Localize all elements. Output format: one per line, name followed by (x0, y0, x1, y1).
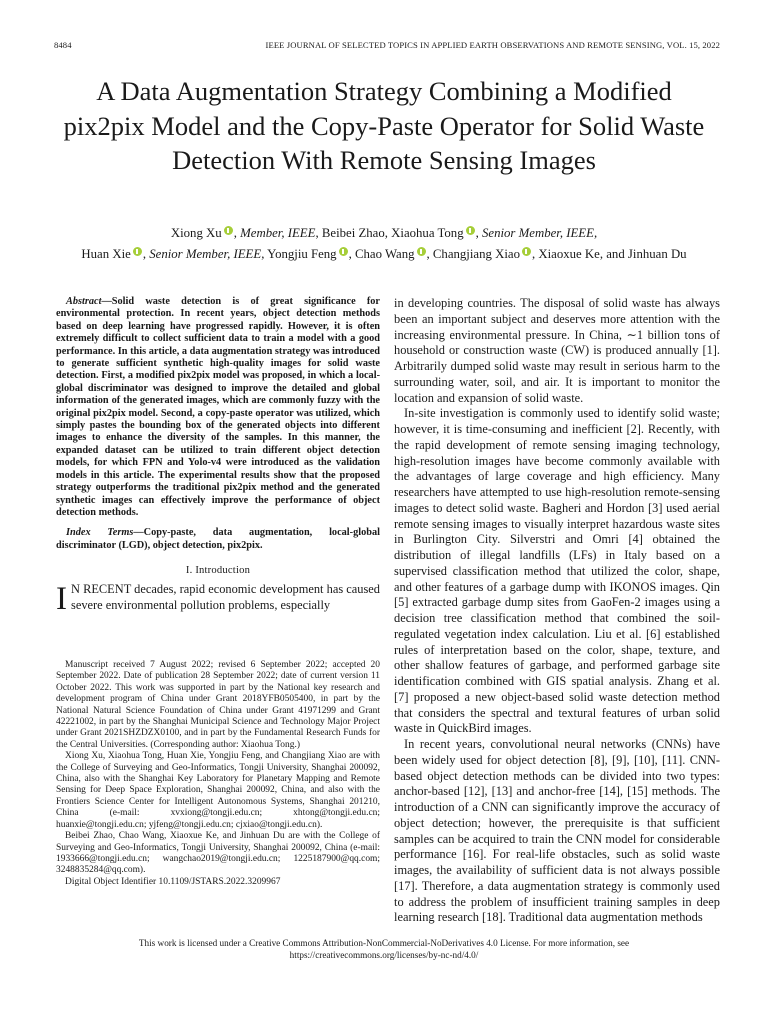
drop-cap: I (56, 581, 67, 618)
journal-name: IEEE JOURNAL OF SELECTED TOPICS IN APPLIED EARTH OBSERVATIONS AND REMOTE SENSING, VOL. 15, 2022 (265, 40, 720, 50)
orcid-icon[interactable] (224, 226, 233, 235)
author-name: , Xiaoxue Ke, and Jinhuan Du (531, 246, 687, 261)
intro-paragraph (56, 581, 380, 618)
intro-text: N RECENT decades, rapid economic development has caused severe environmental pollution problems, especially (71, 582, 380, 612)
license-footer (60, 938, 708, 961)
author-role: Member, IEEE (240, 226, 316, 240)
body-paragraph: in developing countries. The disposal of solid waste has always been an important subject and deserves more attention with the increasing environmental pressure. In China, ∼1 billion tons of household or construction waste (CW) is produced annually [1]. Arbitrarily dumped solid waste may result in serious harm to the surrounding water, soil, and air. It is important to monitor the location and expansion of solid waste. (394, 296, 720, 405)
author-name: Huan Xie (81, 246, 131, 261)
author-name: , Chao Wang (348, 246, 415, 261)
paper-title: A Data Augmentation Strategy Combining a Modified pix2pix Model and the Copy-Paste Operator for Solid Waste Detection With Remote Sensing Images (63, 76, 705, 175)
left-column (56, 296, 380, 618)
author-name: Beibei Zhao, Xiaohua Tong (321, 226, 464, 240)
abstract-text: —Solid waste detection is of great significance for environmental protection. In recent years, object detection methods based on deep learning have progressed rapidly. However, it is often extremely difficult to collect sufficient data to train a model with a good performance. In this article, a data augmentation strategy was introduced to generate sufficient synthetic high-quality images for solid waste detection. First, a modified pix2pix model was proposed, in which a local-global discriminator was designed to improve the detailed and global information of the generated images, which are commonly fuzzy with the original pix2pix model. Second, a copy-paste operator was utilized, which simply pastes the bounding box of the generated objects into different images to enhance the diversity of the samples. In this manner, the expanded dataset can be utilized to train different object detection models, for which FPN and Yolo-v4 were introduced as the validation models in this article. The experimental results show that the proposed strategy outperforms the traditional pix2pix method and the generated synthetic images can effectively improve the performance of object detection methods. (56, 296, 380, 518)
footnote-affiliation-2: Beibei Zhao, Chao Wang, Xiaoxue Ke, and Jinhuan Du are with the College of Surveying and Geo-Informatics, Tongji University, Shanghai 200092, China (e-mail: 1933666@tongji.edu.cn; wangchao2019@tongji.edu.cn; 1225187900@qq.com; 3248835284@qq.com). (56, 831, 380, 876)
license-link[interactable]: https://creativecommons.org/licenses/by-nc-nd/4.0/ (289, 949, 479, 960)
author-list: Xiong Xu , Member, IEEE, Beibei Zhao, Xiaohua Tong , Senior Member, IEEE, Huan Xie , Senior Member, IEEE, Yongjiu Feng , Chao Wang , Changjiang Xiao , Xiaoxue Ke, and Jinhuan Du (81, 226, 687, 261)
abstract (56, 296, 380, 519)
license-text: This work is licensed under a Creative Commons Attribution-NonCommercial-NoDerivatives 4.0 License. For more information, see (138, 938, 630, 948)
author-role: Senior Member, IEEE, (482, 226, 598, 240)
body-paragraph: In-site investigation is commonly used to identify solid waste; however, it is time-consuming and inefficient [2]. Recently, with the rapid development of remote sensing imaging technology, high-resolution images have become commonly available with the advantages of large coverage and high efficiency. Many researchers have attempted to use high-resolution remote-sensing images to detect solid waste. Bagheri and Hordon [3] used aerial remote sensing images to visually interpret hazardous waste sites in Burlington City. Silverstri and Omri [4] obtained the distribution of illegal landfills (LFs) in Italy based on a supervised classification method that utilized the color, shape, and other features of a garbage dump with IKONOS images. Qin [5] extracted garbage dump sites from GaoFen-2 images using a decision tree classification method that combined the soil-regulated vegetation index calculation. Liu et al. [6] established rules of interpretation based on the color, shape, texture, and other shallow features of garbage, and performed garbage site identification combined with GIS spatial analysis. Zhang et al. [7] proposed a new object-based solid waste detection method that considers the spectral and textural features of urban solid waste in QuickBird images. (394, 406, 720, 736)
right-column (394, 296, 720, 926)
orcid-icon[interactable] (339, 247, 348, 256)
orcid-icon[interactable] (417, 247, 426, 256)
index-terms (56, 527, 380, 552)
index-terms-label: Index Terms (66, 527, 134, 539)
author-name: , Yongjiu Feng (261, 246, 337, 261)
footnote-doi: Digital Object Identifier 10.1109/JSTARS.2022.3209967 (65, 876, 281, 887)
orcid-icon[interactable] (466, 226, 475, 235)
section-heading: I. Introduction (185, 565, 251, 577)
orcid-icon[interactable] (133, 247, 142, 256)
running-header (54, 40, 720, 54)
footnotes (56, 660, 380, 888)
author-name: Xiong Xu (170, 226, 222, 240)
footnote-affiliation-1: Xiong Xu, Xiaohua Tong, Huan Xie, Yongjiu Feng, and Changjiang Xiao are with the College of Surveying and Geo-Informatics, Tongji University, Shanghai 200092, China, also with the Shanghai Key Laboratory for Planetary Mapping and Remote Sensing for Deep Space Exploration, Shanghai 200092, China, and also with the Frontiers Science Center for Intelligent Autonomous Systems, Shanghai 201210, China (e-mail: xvxiong@tongji.edu.cn; xhtong@tongji.edu.cn; huanxie@tongji.edu.cn; yjfeng@tongji.edu.cn; cjxiao@tongji.edu.cn). (56, 751, 380, 830)
page-number: 8484 (54, 40, 72, 50)
body-paragraph: In recent years, convolutional neural networks (CNNs) have been widely used for object detection [8], [9], [10], [11]. CNN-based object detection methods can be divided into two types: anchor-based [12], [13] and anchor-free [14], [15] methods. The introduction of a CNN can significantly improve the accuracy of object detection; however, the prerequisite is that sufficient samples can be acquired to train the CNN model for considerable performance [16]. For real-life obstacles, such as solid waste images, the availability of sufficient data is not always possible [17]. Therefore, a data augmentation strategy is commonly used to address the problem of insufficient training samples in deep learning research [18]. Traditional data augmentation methods (394, 737, 720, 925)
index-terms-text: —Copy-paste, data augmentation, local-global discriminator (LGD), object detection, pix2pix. (56, 527, 380, 551)
abstract-label: Abstract (66, 296, 102, 307)
author-name: , Changjiang Xiao (426, 246, 520, 261)
orcid-icon[interactable] (522, 247, 531, 256)
footnote-manuscript: Manuscript received 7 August 2022; revised 6 September 2022; accepted 20 September 2022. Date of publication 28 September 2022; date of current version 11 October 2022. This work was supported in part by the National key research and development program of China under Grant 2018YFB0505400, in part by the National Natural Science Foundation of China under Grant 41971299 and Grant 42221002, in part by the Shanghai Municipal Science and Technology Major Project under Grant 2021SHZDZX0100, and in part by the Fundamental Research Funds for the Central Universities. (Corresponding author: Xiaohua Tong.) (56, 660, 380, 750)
author-role: Senior Member, IEEE (149, 246, 262, 261)
